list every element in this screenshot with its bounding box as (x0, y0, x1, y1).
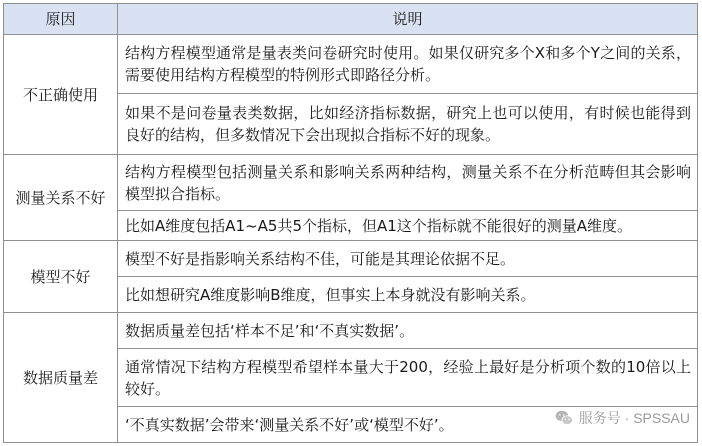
reason-cell: 不正确使用 (4, 35, 118, 155)
description-cell: ‘不真实数据’会带来‘测量关系不好’或‘模型不好’。 (118, 407, 698, 443)
reasons-table (3, 3, 698, 443)
header-reason: 原因 (4, 4, 118, 35)
description-cell: 模型不好是指影响关系结构不佳，可能是其理论依据不足。 (118, 241, 698, 277)
description-cell: 结构方程模型包括测量关系和影响关系两种结构，测量关系不在分析范畴但其会影响模型拟合指标。 (118, 155, 698, 211)
table-row (4, 155, 698, 211)
table-row (4, 313, 698, 349)
reason-cell: 测量关系不好 (4, 155, 118, 241)
description-cell: 比如想研究A维度影响B维度，但事实上本身就没有影响关系。 (118, 277, 698, 313)
reason-cell: 模型不好 (4, 241, 118, 313)
reason-cell: 数据质量差 (4, 313, 118, 443)
table-header-row (4, 4, 698, 35)
header-description: 说明 (118, 4, 698, 35)
description-cell: 比如A维度包括A1~A5共5个指标，但A1这个指标就不能很好的测量A维度。 (118, 211, 698, 241)
description-cell: 结构方程模型通常是量表类问卷研究时使用。如果仅研究多个X和多个Y之间的关系，需要使用结构方程模型的特例形式即路径分析。 (118, 35, 698, 94)
description-cell: 通常情况下结构方程模型希望样本量大于200，经验上最好是分析项个数的10倍以上较好。 (118, 349, 698, 407)
table-row (4, 35, 698, 94)
table-row (4, 241, 698, 277)
description-cell: 数据质量差包括‘样本不足’和‘不真实数据’。 (118, 313, 698, 349)
watermark (554, 408, 690, 428)
wechat-icon (554, 408, 574, 428)
description-cell: 如果不是问卷量表类数据，比如经济指标数据，研究上也可以使用，有时候也能得到良好的结构，但多数情况下会出现拟合指标不好的现象。 (118, 94, 698, 155)
watermark-text: 服务号 · SPSSAU (578, 410, 690, 426)
